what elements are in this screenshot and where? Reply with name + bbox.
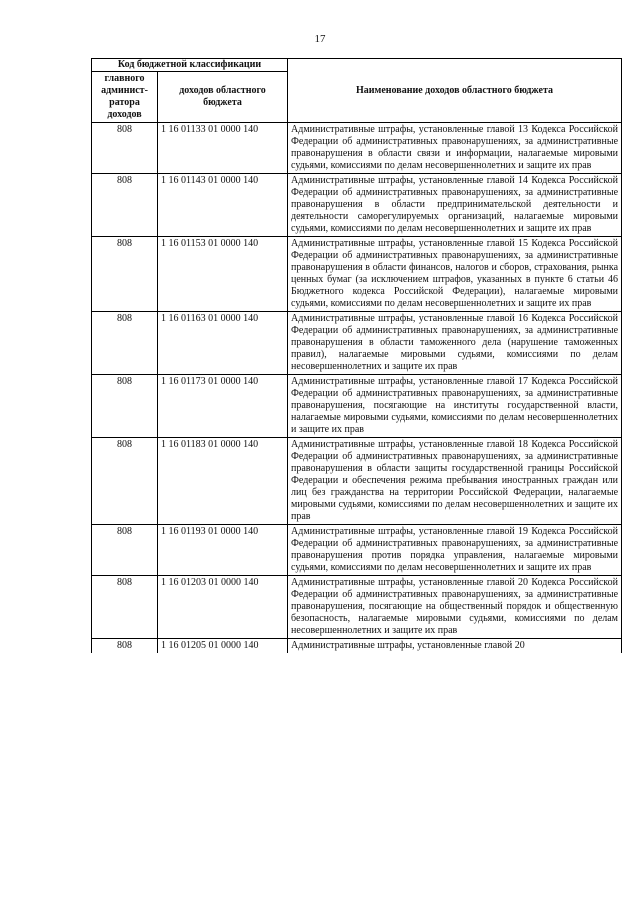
budget-code-cell: 1 16 01153 01 0000 140 bbox=[158, 237, 288, 312]
budget-code-cell: 1 16 01193 01 0000 140 bbox=[158, 525, 288, 576]
table-row bbox=[92, 312, 622, 375]
budget-code-cell: 1 16 01143 01 0000 140 bbox=[158, 174, 288, 237]
table-row bbox=[92, 639, 622, 654]
admin-code-cell: 808 bbox=[92, 237, 158, 312]
budget-code-group-header: Код бюджетной классификации bbox=[92, 59, 288, 72]
budget-code-cell: 1 16 01133 01 0000 140 bbox=[158, 123, 288, 174]
table-row bbox=[92, 237, 622, 312]
revenue-name-cell: Административные штрафы, установленные главой 20 Кодекса Российской Федерации об административных правонарушениях, за административные правонарушения, посягающие на общественный порядок и общественную безопасность, налагаемые мировыми судьями, комиссиями по делам несовершеннолетних и защите их прав bbox=[288, 576, 622, 639]
table-row bbox=[92, 438, 622, 525]
code-column-header: доходов областного бюджета bbox=[158, 72, 288, 123]
revenue-name-cell: Административные штрафы, установленные главой 14 Кодекса Российской Федерации об административных правонарушениях, за административные правонарушения в области предпринимательской деятельности и деятельности саморегулируемых организаций, налагаемые мировыми судьями, комиссиями по делам несовершеннолетних и защите их прав bbox=[288, 174, 622, 237]
admin-code-cell: 808 bbox=[92, 312, 158, 375]
revenue-name-cell: Административные штрафы, установленные главой 19 Кодекса Российской Федерации об административных правонарушениях, за административные правонарушения против порядка управления, налагаемые мировыми судьями, комиссиями по делам несовершеннолетних и защите их прав bbox=[288, 525, 622, 576]
table-row bbox=[92, 123, 622, 174]
revenue-name-cell: Административные штрафы, установленные главой 15 Кодекса Российской Федерации об административных правонарушениях, за административные правонарушения в области финансов, налогов и сборов, страхования, рынка ценных бумаг (за исключением штрафов, указанных в пункте 6 статьи 46 Бюджетного кодекса Российской Федерации), налагаемые мировыми судьями, комиссиями по делам несовершеннолетних и защите их прав bbox=[288, 237, 622, 312]
revenue-name-cell: Административные штрафы, установленные главой 16 Кодекса Российской Федерации об административных правонарушениях, за административные правонарушения в области таможенного дела (нарушение таможенных правил), налагаемые мировыми судьями, комиссиями по делам несовершеннолетних и защите их прав bbox=[288, 312, 622, 375]
admin-code-cell: 808 bbox=[92, 375, 158, 438]
budget-classification-table bbox=[91, 58, 622, 653]
revenue-name-cell: Административные штрафы, установленные главой 18 Кодекса Российской Федерации об административных правонарушениях, за административные правонарушения в области защиты государственной границы Российской Федерации и обеспечения режима пребывания иностранных граждан или лиц без гражданства на территории Российской Федерации, налагаемые мировыми судьями, комиссиями по делам несовершеннолетних и защите их прав bbox=[288, 438, 622, 525]
budget-code-cell: 1 16 01203 01 0000 140 bbox=[158, 576, 288, 639]
admin-column-header: главного админист-ратора доходов bbox=[92, 72, 158, 123]
admin-code-cell: 808 bbox=[92, 174, 158, 237]
revenue-name-header: Наименование доходов областного бюджета bbox=[288, 59, 622, 123]
table-row bbox=[92, 576, 622, 639]
budget-code-cell: 1 16 01205 01 0000 140 bbox=[158, 639, 288, 654]
admin-code-cell: 808 bbox=[92, 525, 158, 576]
table-row bbox=[92, 525, 622, 576]
budget-code-cell: 1 16 01173 01 0000 140 bbox=[158, 375, 288, 438]
revenue-name-cell: Административные штрафы, установленные главой 13 Кодекса Российской Федерации об административных правонарушениях, за административные правонарушения в области связи и информации, налагаемые мировыми судьями, комиссиями по делам несовершеннолетних и защите их прав bbox=[288, 123, 622, 174]
admin-code-cell: 808 bbox=[92, 639, 158, 654]
table-row bbox=[92, 375, 622, 438]
budget-code-cell: 1 16 01163 01 0000 140 bbox=[158, 312, 288, 375]
admin-code-cell: 808 bbox=[92, 438, 158, 525]
revenue-name-cell: Административные штрафы, установленные главой 20 bbox=[288, 639, 622, 654]
admin-code-cell: 808 bbox=[92, 576, 158, 639]
budget-code-cell: 1 16 01183 01 0000 140 bbox=[158, 438, 288, 525]
admin-code-cell: 808 bbox=[92, 123, 158, 174]
page-number: 17 bbox=[314, 33, 326, 45]
table-row bbox=[92, 174, 622, 237]
revenue-name-cell: Административные штрафы, установленные главой 17 Кодекса Российской Федерации об административных правонарушениях, за административные правонарушения, посягающие на институты государственной власти, налагаемые мировыми судьями, комиссиями по делам несовершеннолетних и защите их прав bbox=[288, 375, 622, 438]
table-header-row bbox=[92, 59, 622, 72]
